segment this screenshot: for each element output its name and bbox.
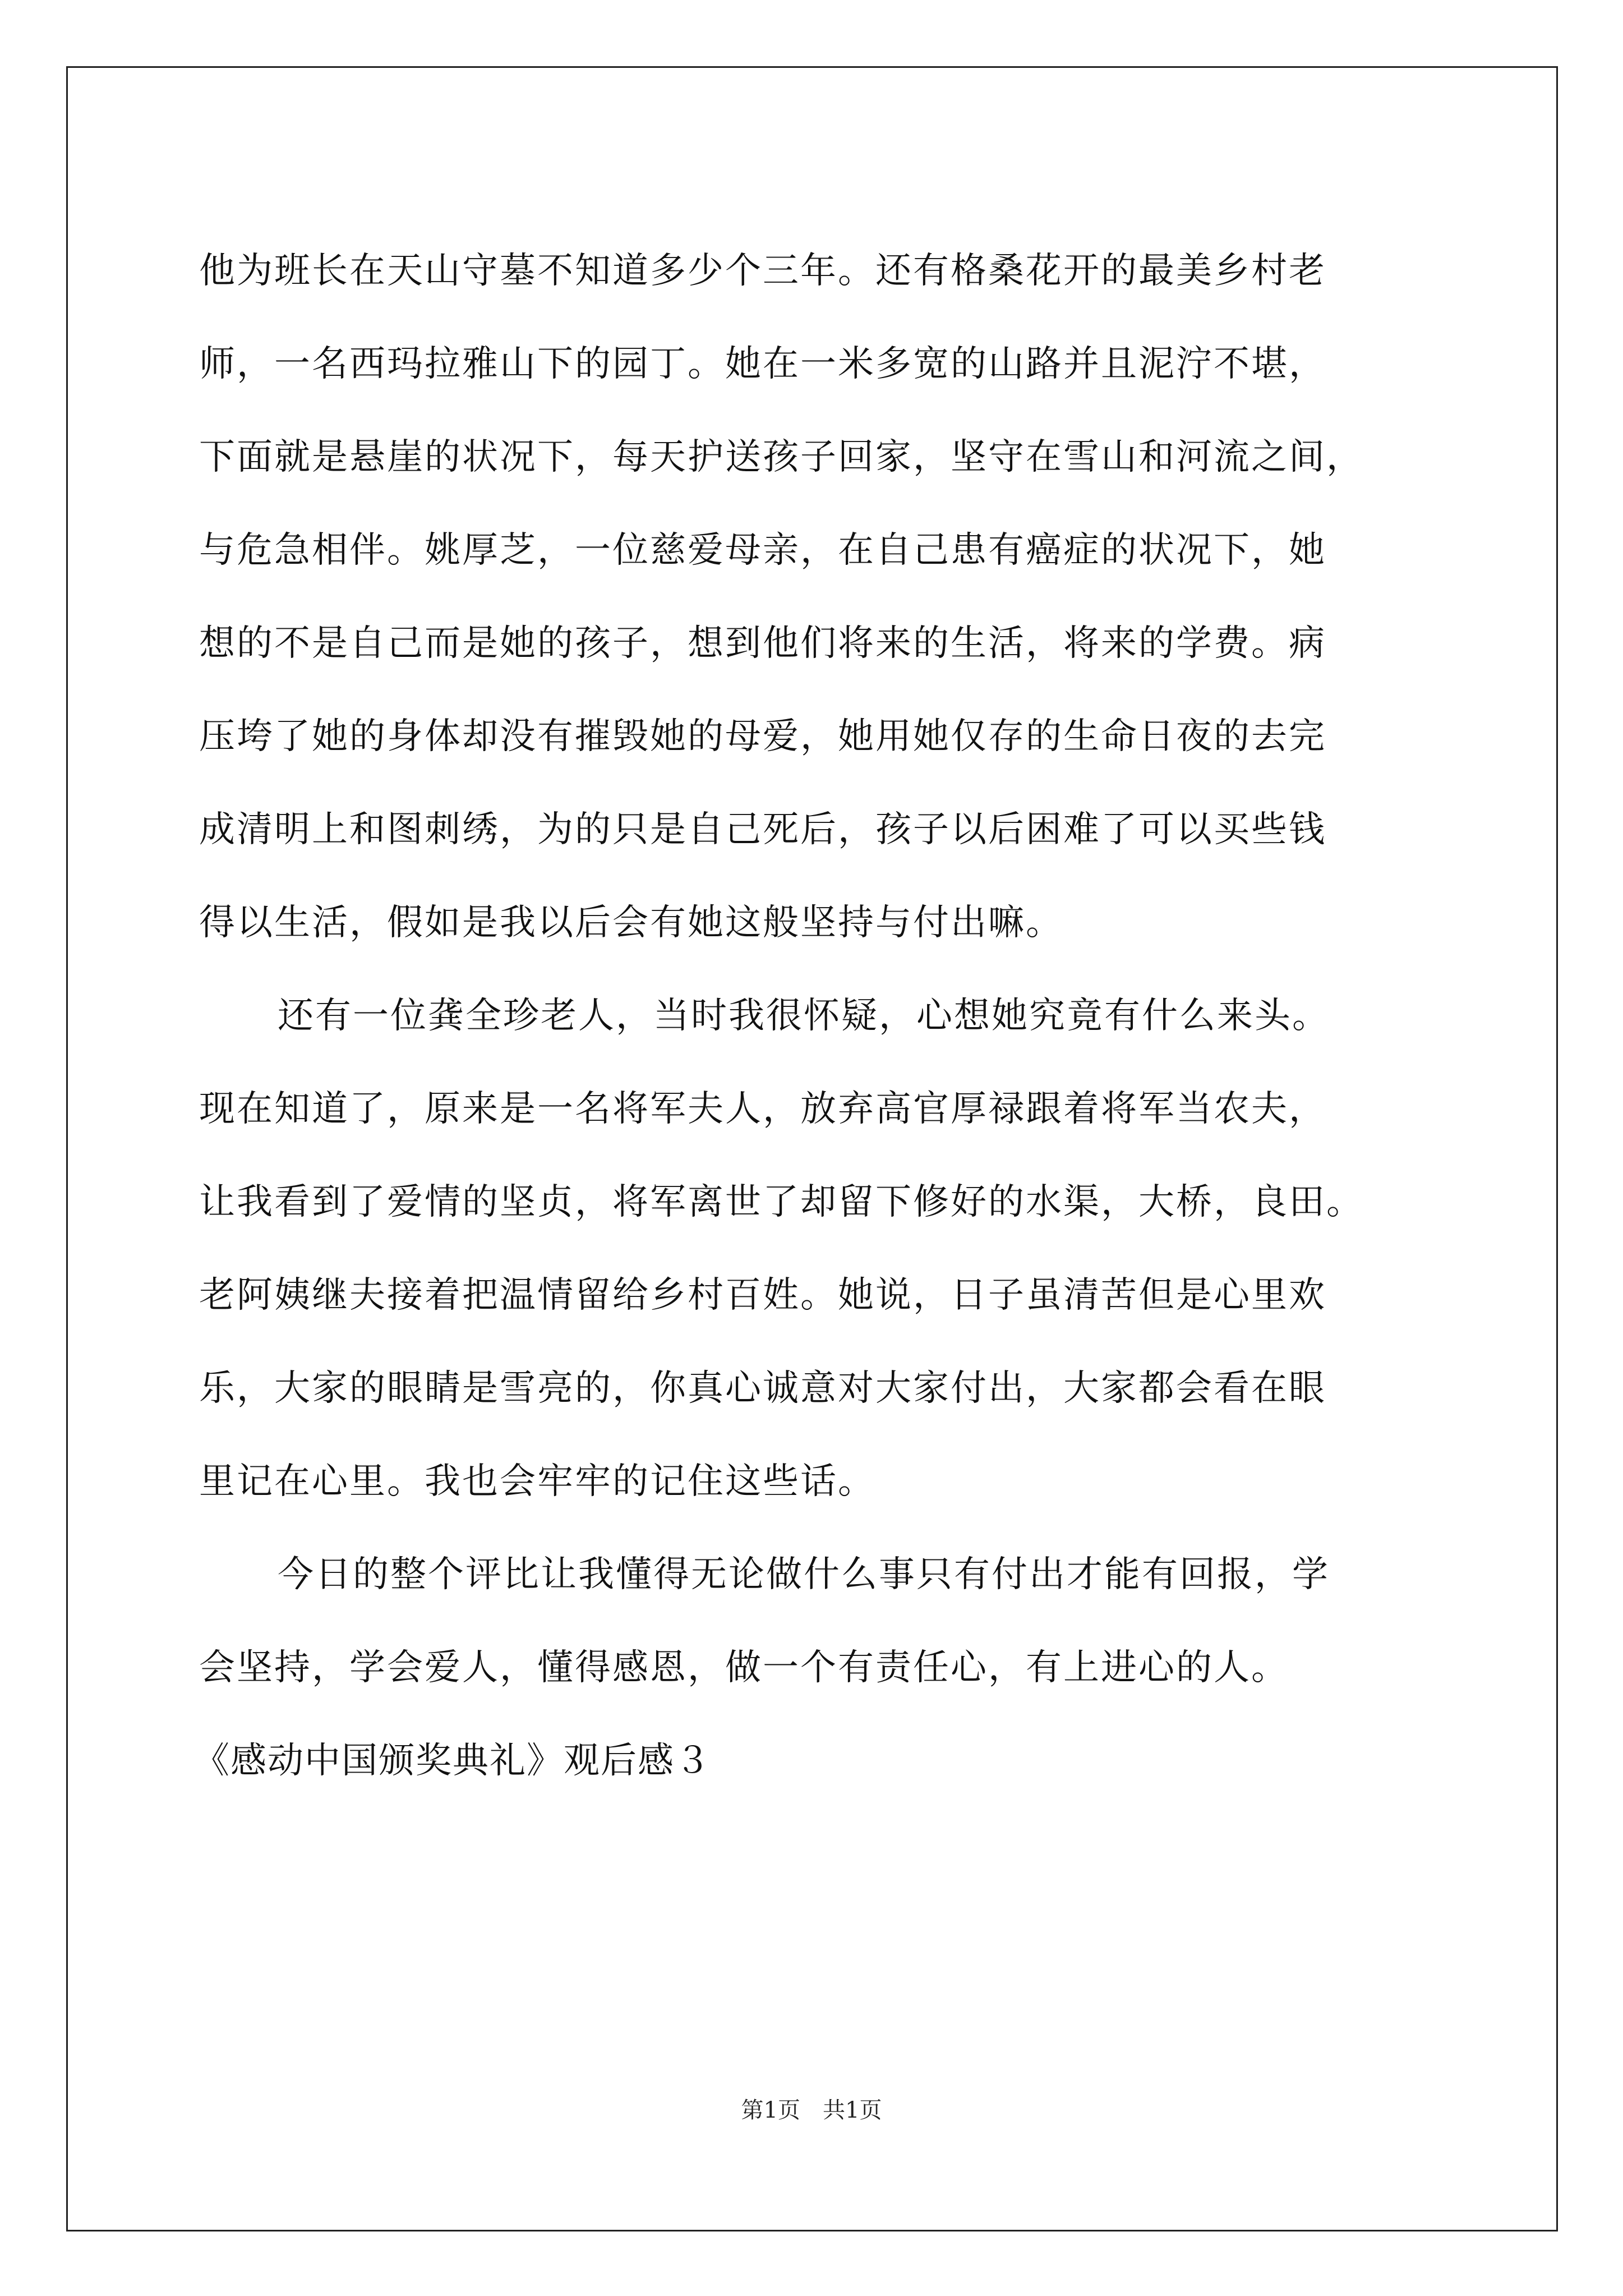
paragraph-2 (199, 969, 1444, 1528)
text-line: 成清明上和图刺绣，为的只是自己死后，孩子以后困难了可以买些钱 (199, 809, 1326, 850)
page-number-footer: 第1页 共1页 (741, 2097, 882, 2123)
text-line: 师，一名西玛拉雅山下的园丁。她在一米多宽的山路并且泥泞不堪， (199, 343, 1326, 385)
text-line: 让我看到了爱情的坚贞，将军离世了却留下修好的水渠，大桥，良田。 (199, 1181, 1364, 1223)
paragraph-1 (199, 224, 1444, 969)
text-line: 会坚持，学会爱人，懂得感恩，做一个有责任心，有上进心的人。 (199, 1647, 1289, 1688)
text-line: 还有一位龚全珍老人，当时我很怀疑，心想她究竟有什么来头。 (278, 995, 1330, 1037)
text-line: 与危急相伴。姚厚芝，一位慈爱母亲，在自己患有癌症的状况下，她 (199, 530, 1326, 571)
text-line: 下面就是悬崖的状况下，每天护送孩子回家，坚守在雪山和河流之间， (199, 436, 1364, 478)
text-line: 现在知道了，原来是一名将军夫人，放弃高官厚禄跟着将军当农夫， (199, 1088, 1326, 1130)
text-line: 乐，大家的眼睛是雪亮的，你真心诚意对大家付出，大家都会看在眼 (199, 1368, 1326, 1409)
text-line: 今日的整个评比让我懂得无论做什么事只有付出才能有回报，学 (278, 1554, 1330, 1595)
text-line: 压垮了她的身体却没有摧毁她的母爱，她用她仅存的生命日夜的去完 (199, 716, 1326, 757)
paragraph-3 (199, 1528, 1444, 1714)
text-line: 得以生活，假如是我以后会有她这般坚持与付出嘛。 (199, 902, 1063, 944)
text-line: 想的不是自己而是她的孩子，想到他们将来的生活，将来的学费。病 (199, 623, 1326, 664)
text-line: 里记在心里。我也会牢牢的记住这些话。 (199, 1461, 875, 1502)
document-body (193, 224, 1444, 1807)
text-line: 老阿姨继夫接着把温情留给乡村百姓。她说，日子虽清苦但是心里欢 (199, 1274, 1326, 1316)
text-line: 他为班长在天山守墓不知道多少个三年。还有格桑花开的最美乡村老 (199, 250, 1326, 292)
section-heading: 《感动中国颁奖典礼》观后感３ (193, 1740, 712, 1782)
